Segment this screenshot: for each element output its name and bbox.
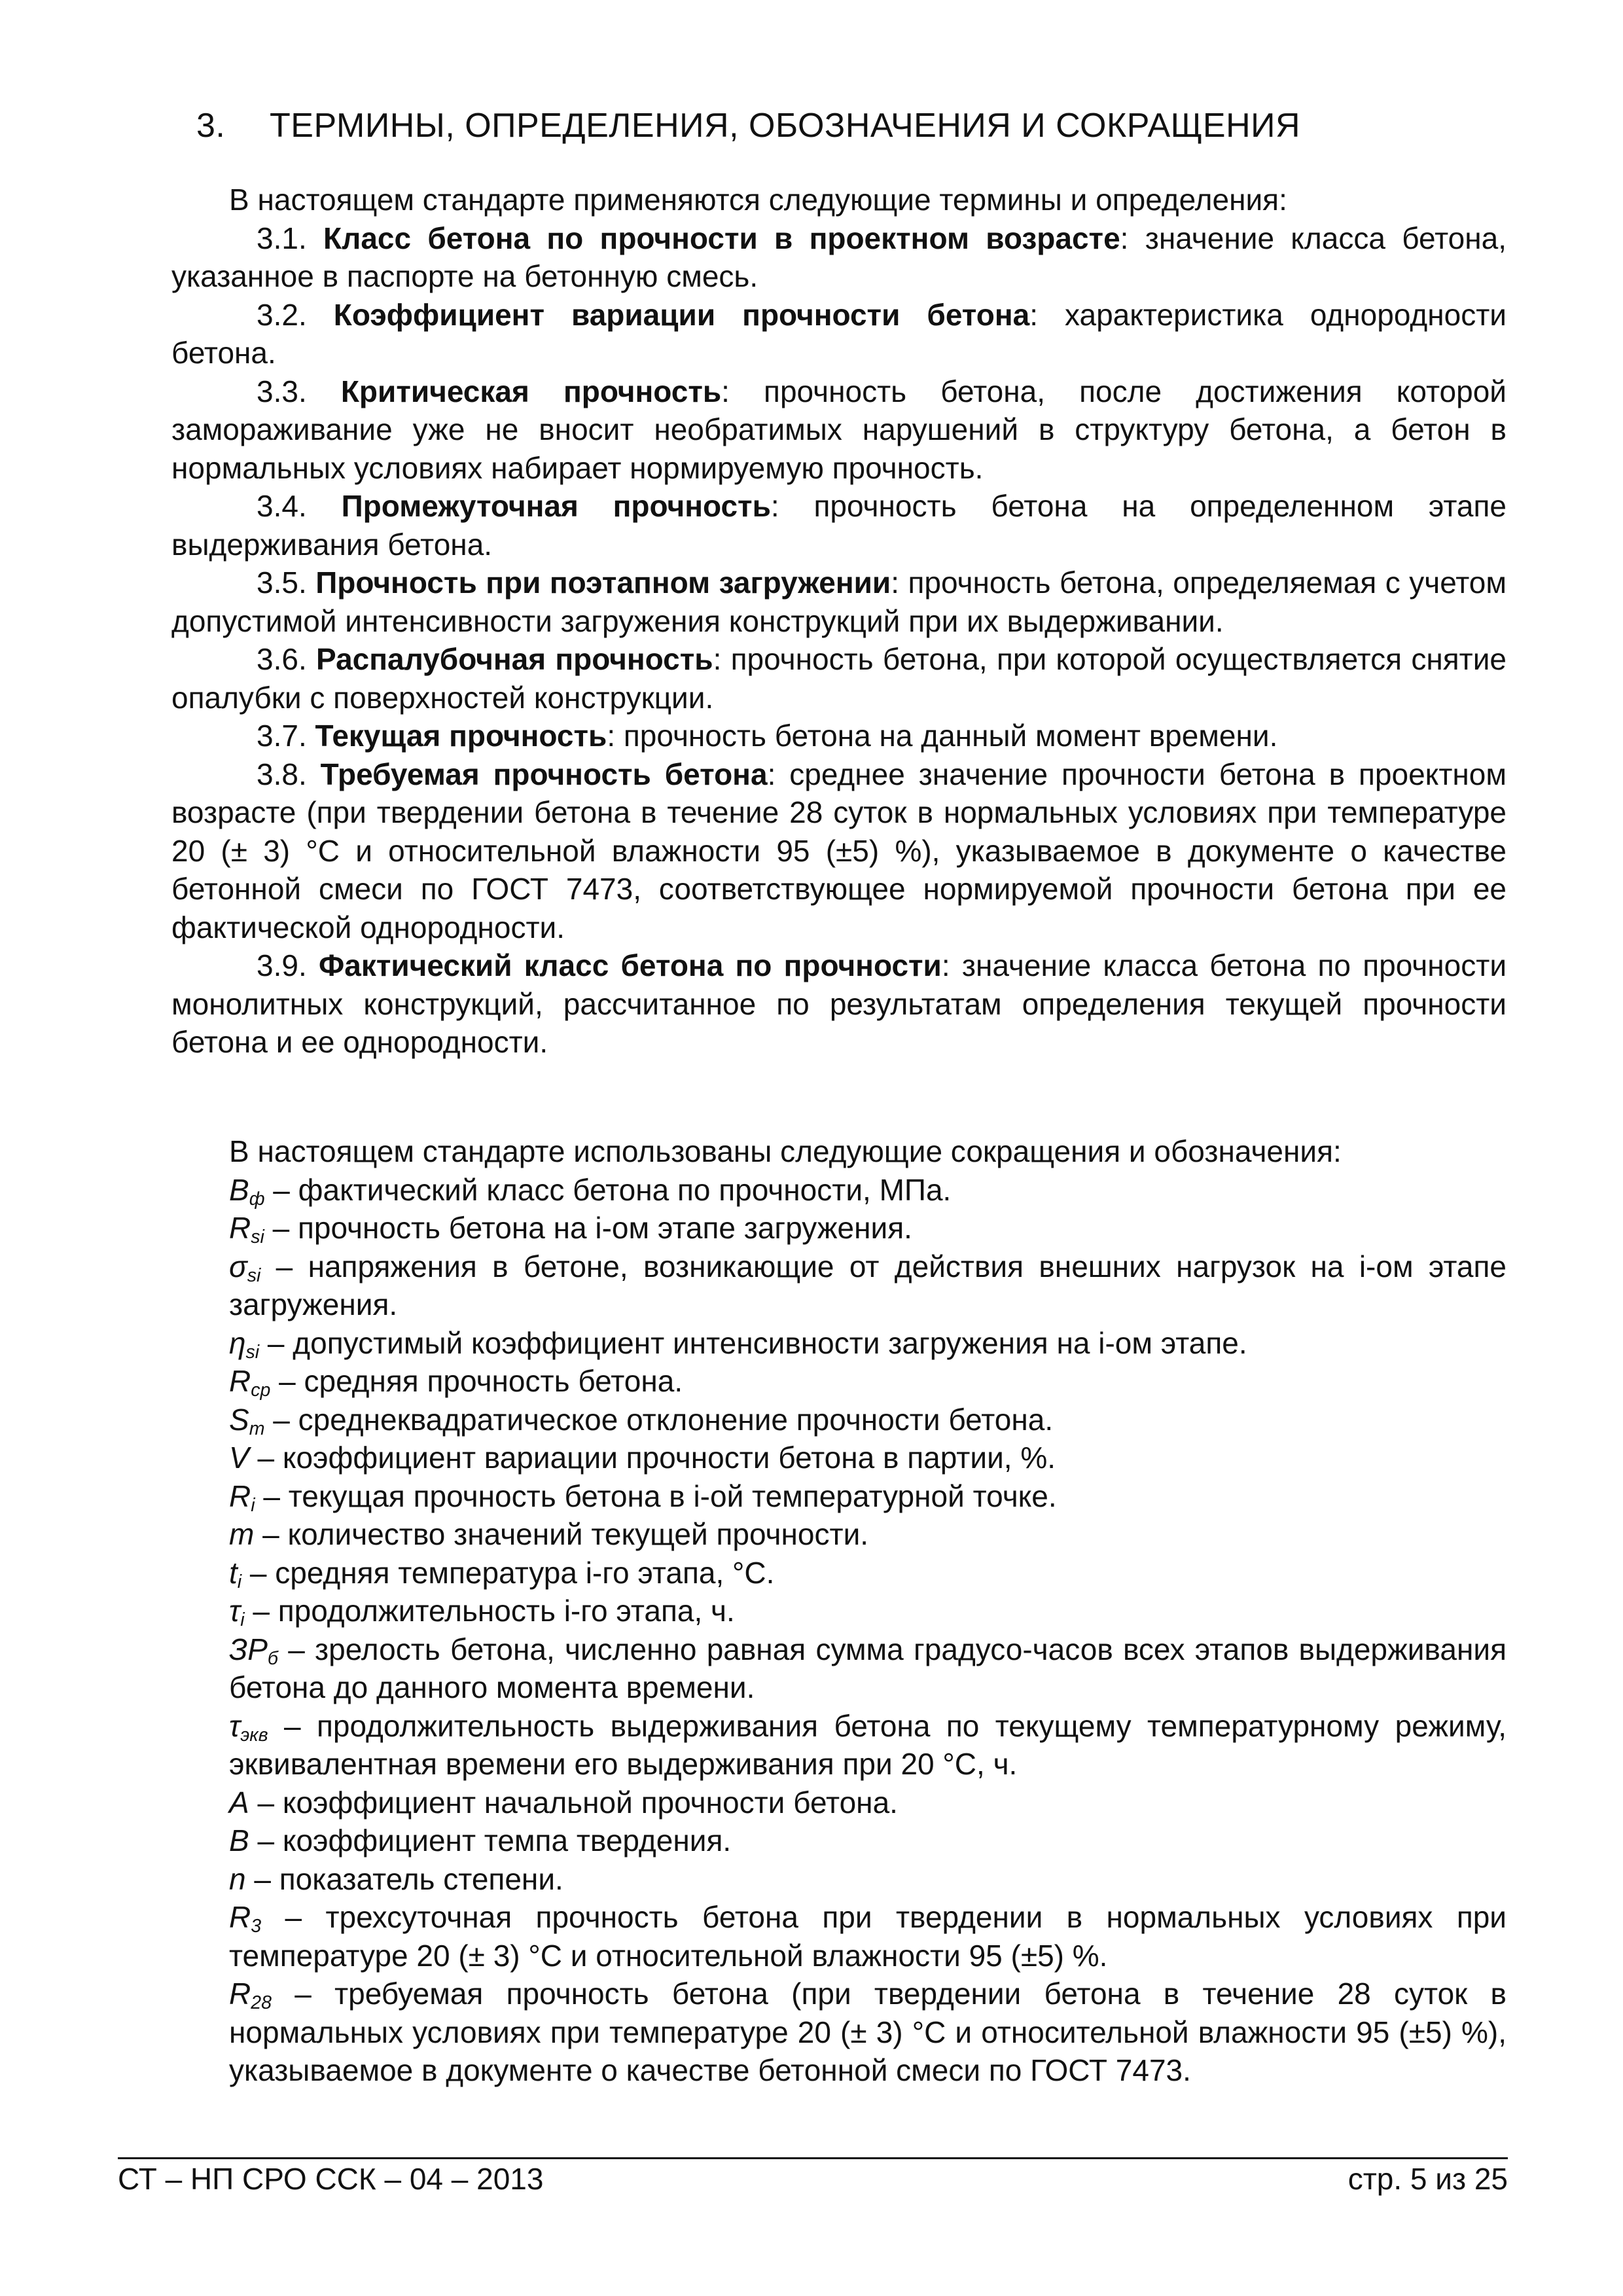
- abbreviation-description: – текущая прочность бетона в i-ой температурной точке.: [255, 1479, 1057, 1513]
- definition-term: Требуемая прочность бетона: [320, 757, 768, 791]
- abbreviation-item: [171, 1209, 1507, 1247]
- abbreviation-item: [171, 1784, 1507, 1822]
- abbreviation-item: [171, 1898, 1507, 1975]
- definition-text: : прочность бетона, при которой осуществляется снятие опалубки с поверхностей конструкции.: [171, 642, 1507, 715]
- abbreviations-intro: В настоящем стандарте использованы следующие сокращения и обозначения:: [229, 1134, 1342, 1168]
- abbreviation-subscript: i: [237, 1571, 242, 1592]
- abbreviation-symbol: R: [229, 1479, 251, 1513]
- definition-term: Критическая прочность: [340, 374, 722, 408]
- abbreviation-symbol: A: [229, 1785, 249, 1820]
- abbreviation-symbol: R: [229, 1211, 251, 1245]
- abbreviations-list: [171, 1171, 1507, 2090]
- abbreviation-symbol: R: [229, 1364, 251, 1398]
- abbreviation-description: – коэффициент темпа твердения.: [249, 1823, 732, 1857]
- abbreviation-symbol: t: [229, 1555, 238, 1590]
- abbreviation-description: – продолжительность i-го этапа, ч.: [244, 1594, 735, 1628]
- abbreviation-item: [171, 1975, 1507, 2090]
- definition-number: 3.8.: [257, 757, 307, 791]
- definition-text: : значение класса бетона, указанное в паспорте на бетонную смесь.: [171, 221, 1507, 293]
- abbreviation-subscript: б: [267, 1647, 278, 1669]
- abbreviation-symbol: η: [229, 1325, 246, 1360]
- abbreviation-symbol: ЗР: [229, 1632, 268, 1666]
- definition-item: [171, 564, 1507, 640]
- abbreviation-description: – продолжительность выдерживания бетона по текущему температурному режиму, эквивалентная времени его выдерживания при 20 °С, ч.: [229, 1708, 1507, 1781]
- abbreviation-description: – средняя прочность бетона.: [270, 1364, 683, 1398]
- abbreviation-item: [171, 1515, 1507, 1554]
- abbreviation-item: [171, 1171, 1507, 1210]
- abbreviation-description: – напряжения в бетоне, возникающие от действия внешних нагрузок на i-ом этапе загружения.: [229, 1249, 1507, 1321]
- definition-item: [171, 640, 1507, 717]
- abbreviation-description: – среднеквадратическое отклонение прочности бетона.: [264, 1402, 1054, 1437]
- definition-term: Фактический класс бетона по прочности: [318, 948, 942, 982]
- definition-item: [171, 946, 1507, 1062]
- abbreviation-subscript: 3: [251, 1916, 262, 1937]
- abbreviation-symbol: V: [229, 1441, 249, 1475]
- definition-term: Текущая прочность: [315, 719, 607, 753]
- abbreviation-subscript: si: [245, 1341, 260, 1363]
- abbreviation-item: [171, 1477, 1507, 1516]
- definition-item: [171, 755, 1507, 947]
- definition-number: 3.1.: [257, 221, 307, 255]
- definition-item: [171, 487, 1507, 564]
- abbreviation-subscript: ср: [251, 1380, 271, 1401]
- abbreviation-symbol: m: [229, 1517, 255, 1551]
- definition-text: : прочность бетона на определенном этапе выдерживания бетона.: [171, 489, 1507, 562]
- definition-number: 3.7.: [257, 719, 307, 753]
- abbreviation-symbol: R: [229, 1977, 251, 2011]
- definition-text: : прочность бетона на данный момент времени.: [607, 719, 1278, 753]
- abbreviation-symbol: τ: [229, 1594, 241, 1628]
- definition-term: Класс бетона по прочности в проектном возрасте: [323, 221, 1120, 255]
- abbreviation-description: – средняя температура i-го этапа, °С.: [241, 1555, 775, 1590]
- abbreviation-item: [171, 1707, 1507, 1784]
- definition-term: Промежуточная прочность: [341, 489, 771, 523]
- abbreviation-item: [171, 1592, 1507, 1630]
- definitions-section: [171, 181, 1507, 1062]
- footer-doc-code: СТ – НП СРО ССК – 04 – 2013: [118, 2162, 544, 2196]
- section-number: 3.: [196, 107, 226, 145]
- abbreviation-subscript: si: [251, 1227, 264, 1248]
- abbreviation-item: [171, 1247, 1507, 1324]
- definition-text: : прочность бетона, после достижения которой замораживание уже не вносит необратимых нарушений в структуру бетона, а бетон в нормальных условиях набирает нормируемую прочность.: [171, 374, 1507, 485]
- abbreviation-description: – показатель степени.: [245, 1861, 563, 1896]
- definition-term: Распалубочная прочность: [316, 642, 713, 676]
- definition-item: [171, 296, 1507, 372]
- footer-divider: [118, 2157, 1508, 2159]
- abbreviation-subscript: экв: [240, 1724, 268, 1746]
- abbreviation-item: [171, 1324, 1507, 1363]
- definition-text: : прочность бетона, определяемая с учетом допустимой интенсивности загружения конструкций при их выдерживании.: [171, 565, 1507, 638]
- definitions-list: [171, 219, 1507, 1062]
- abbreviation-item: [171, 1439, 1507, 1477]
- section-heading: [196, 105, 1492, 147]
- abbreviation-description: – трехсуточная прочность бетона при твердении в нормальных условиях при температуре 20 (± 3) °С и относительной влажности 95 (±5) %.: [229, 1900, 1507, 1973]
- abbreviation-item: [171, 1554, 1507, 1592]
- abbreviation-description: – фактический класс бетона по прочности, МПа.: [264, 1172, 952, 1207]
- definition-number: 3.4.: [257, 489, 307, 523]
- abbreviation-symbol: B: [229, 1172, 249, 1207]
- abbreviations-section: [171, 1132, 1507, 2090]
- definition-item: [171, 372, 1507, 488]
- footer-page-number: стр. 5 из 25: [1347, 2162, 1508, 2196]
- abbreviation-subscript: ф: [249, 1188, 265, 1210]
- definition-text: : характеристика однородности бетона.: [171, 297, 1507, 370]
- abbreviation-symbol: R: [229, 1900, 251, 1934]
- definition-number: 3.2.: [257, 297, 307, 332]
- definition-item: [171, 219, 1507, 296]
- abbreviation-description: – прочность бетона на i-ом этапе загружения.: [264, 1211, 912, 1245]
- definition-number: 3.3.: [257, 374, 307, 408]
- abbreviation-subscript: i: [251, 1494, 255, 1516]
- definition-number: 3.9.: [257, 948, 307, 982]
- definition-number: 3.5.: [257, 565, 307, 600]
- section-title: ТЕРМИНЫ, ОПРЕДЕЛЕНИЯ, ОБОЗНАЧЕНИЯ И СОКРАЩЕНИЯ: [270, 107, 1301, 145]
- abbreviation-subscript: i: [240, 1609, 245, 1631]
- abbreviation-description: – коэффициент начальной прочности бетона.: [249, 1785, 898, 1820]
- abbreviation-item: [171, 1821, 1507, 1860]
- definition-term: Коэффициент вариации прочности бетона: [333, 297, 1030, 332]
- abbreviation-description: – требуемая прочность бетона (при твердении бетона в течение 28 суток в нормальных условиях при температуре 20 (± 3) °С и относительной влажности 95 (±5) %), указываемое в документе о качестве бетонной смеси по ГОСТ 7473.: [229, 1977, 1507, 2087]
- abbreviation-item: [171, 1401, 1507, 1439]
- abbreviation-description: – количество значений текущей прочности.: [254, 1517, 869, 1551]
- abbreviation-symbol: n: [229, 1861, 246, 1896]
- abbreviation-subscript: m: [249, 1418, 265, 1439]
- abbreviation-item: [171, 1630, 1507, 1707]
- abbreviation-symbol: B: [229, 1823, 249, 1857]
- abbreviation-symbol: τ: [229, 1708, 241, 1743]
- abbreviation-item: [171, 1362, 1507, 1401]
- abbreviation-item: [171, 1860, 1507, 1899]
- abbreviation-symbol: S: [229, 1402, 249, 1437]
- definition-text: : среднее значение прочности бетона в проектном возрасте (при твердении бетона в течение 28 суток в нормальных условиях при температуре 20 (± 3) °С и относительной влажности 95 (±5) %), указываемое в документе о качестве бетонной смеси по ГОСТ 7473, соответствующее нормируемой прочности бетона при ее фактической однородности.: [171, 757, 1507, 944]
- definition-item: [171, 717, 1507, 755]
- abbreviation-symbol: σ: [229, 1249, 247, 1283]
- definition-number: 3.6.: [257, 642, 307, 676]
- abbreviation-description: – коэффициент вариации прочности бетона в партии, %.: [249, 1441, 1056, 1475]
- abbreviation-description: – допустимый коэффициент интенсивности загружения на i-ом этапе.: [259, 1325, 1247, 1360]
- definition-term: Прочность при поэтапном загружении: [315, 565, 891, 600]
- definitions-intro: В настоящем стандарте применяются следующие термины и определения:: [229, 183, 1287, 217]
- abbreviation-subscript: 28: [251, 1992, 272, 2014]
- definition-text: : значение класса бетона по прочности монолитных конструкций, рассчитанное по результатам определения текущей прочности бетона и ее однородности.: [171, 948, 1507, 1059]
- abbreviation-subscript: si: [247, 1265, 261, 1286]
- abbreviation-description: – зрелость бетона, численно равная сумма градусо-часов всех этапов выдерживания бетона до данного момента времени.: [229, 1632, 1507, 1704]
